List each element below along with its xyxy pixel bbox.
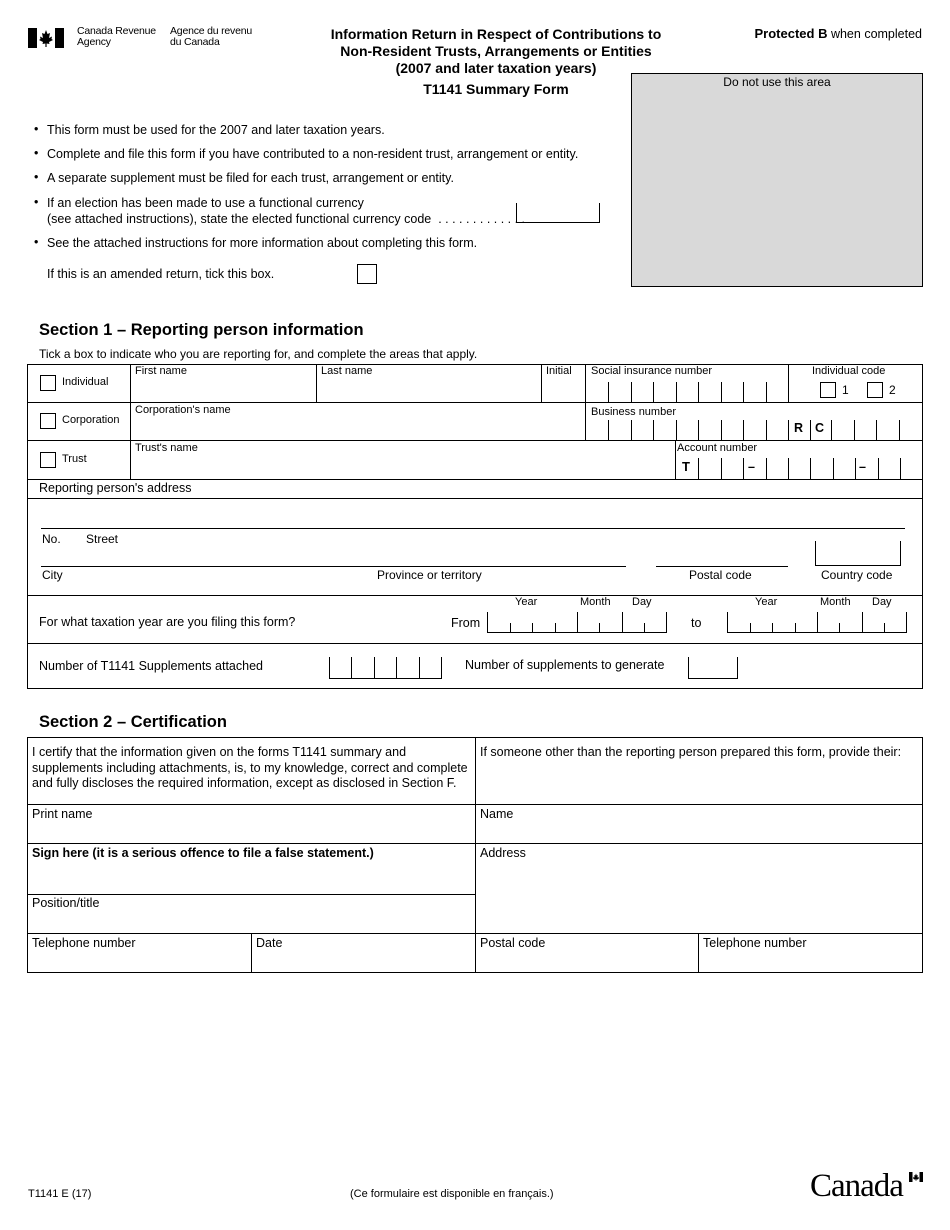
do-not-use-area (631, 73, 923, 287)
functional-currency-line2: (see attached instructions), state the elected functional currency code (47, 212, 432, 226)
corporation-checkbox[interactable] (40, 413, 56, 429)
first-name-label: First name (135, 365, 187, 377)
account-number-field[interactable] (676, 458, 922, 479)
city-province-field[interactable] (41, 544, 626, 567)
amended-checkbox[interactable] (357, 264, 377, 284)
from-year-label: Year (515, 596, 538, 608)
from-label: From (451, 616, 481, 630)
bullet-2: • Complete and file this form if you have contributed to a non-resident trust, arrangement or entity. (34, 146, 578, 162)
title-line2: Non-Resident Trusts, Arrangements or Entities (340, 43, 652, 59)
preparer-telephone-field[interactable] (699, 951, 922, 972)
address-label: Reporting person's address (39, 481, 192, 495)
corp-name-label: Corporation's name (135, 404, 231, 416)
agency-en-line2: Agency (77, 36, 111, 48)
corp-name-field[interactable] (131, 417, 585, 440)
do-not-use-label: Do not use this area (723, 75, 831, 89)
street-label: Street (86, 532, 119, 546)
position-field[interactable] (28, 911, 474, 933)
individual-code-1-checkbox[interactable] (820, 382, 836, 398)
form-subtitle: T1141 Summary Form (423, 81, 569, 97)
date-label: Date (256, 936, 283, 950)
certify-text: I certify that the information given on the forms T1141 summary and supplements including attachments, is, to my knowledge, correct and complete and fully discloses the required information, except as disclosed in Section F. (32, 745, 468, 790)
to-day-label: Day (872, 596, 892, 608)
preparer-address-label: Address (480, 846, 526, 860)
from-month-label: Month (580, 596, 611, 608)
agency-en-line1: Canada Revenue (77, 25, 156, 37)
protected-b-rest: when completed (827, 27, 922, 41)
sign-here-label: Sign here (it is a serious offence to file a false statement.) (32, 846, 374, 860)
acct-dash-1: – (748, 460, 755, 474)
bullet-3: • A separate supplement must be filed for each trust, arrangement or entity. (34, 170, 454, 186)
initial-field[interactable] (542, 378, 585, 402)
section1-intro: Tick a box to indicate who you are reporting for, and complete the areas that apply. (39, 347, 478, 361)
wordmark-flag-icon (909, 1172, 923, 1182)
to-year-label: Year (755, 596, 778, 608)
individual-code-label: Individual code (812, 365, 886, 377)
protected-b-label (700, 26, 922, 41)
no-label: No. (42, 532, 61, 546)
trust-name-label: Trust's name (135, 442, 198, 454)
postal-code-label: Postal code (689, 568, 752, 582)
country-code-label: Country code (821, 568, 893, 582)
functional-currency-input[interactable] (516, 203, 600, 223)
individual-code-2-checkbox[interactable] (867, 382, 883, 398)
print-name-field[interactable] (28, 822, 474, 843)
preparer-telephone-label: Telephone number (703, 936, 807, 950)
government-logo (28, 26, 268, 52)
province-label: Province or territory (377, 568, 482, 582)
signature-field[interactable] (28, 862, 474, 894)
to-label: to (691, 616, 702, 630)
street-field[interactable] (41, 505, 905, 529)
preparer-address-field[interactable] (476, 862, 922, 933)
agency-fr-line2: du Canada (170, 36, 220, 48)
bullet-functional-currency: • If an election has been made to use a functional currency (see attached instructions), state the elected functional currency code . . . . . . . . . . . . . (34, 195, 525, 227)
num-supplements-field[interactable] (329, 657, 442, 679)
individual-code-1-label: 1 (842, 383, 849, 397)
canada-wordmark (810, 1168, 925, 1204)
trust-name-field[interactable] (131, 455, 675, 479)
to-month-label: Month (820, 596, 851, 608)
dot-leader: . . . . . . . . . . . . . (438, 212, 526, 226)
individual-checkbox[interactable] (40, 375, 56, 391)
protected-b-strong: Protected B (754, 26, 828, 41)
preparer-postal-code-label: Postal code (480, 936, 546, 950)
num-generate-label: Number of supplements to generate (465, 658, 665, 672)
form-id: T1141 E (17) (28, 1188, 92, 1200)
last-name-label: Last name (321, 365, 373, 377)
title-line3: (2007 and later taxation years) (395, 60, 597, 76)
section2-title: Section 2 – Certification (39, 713, 227, 731)
business-number-label: Business number (591, 406, 676, 418)
corporation-label: Corporation (62, 414, 120, 426)
canada-wordmark-text: Canada (810, 1168, 903, 1204)
num-supplements-label: Number of T1141 Supplements attached (39, 659, 263, 673)
preparer-name-field[interactable] (476, 822, 922, 843)
sin-field[interactable] (594, 382, 790, 402)
section1-title: Section 1 – Reporting person information (39, 321, 364, 339)
french-note: (Ce formulaire est disponible en français.) (350, 1188, 554, 1200)
from-day-label: Day (632, 596, 652, 608)
last-name-field[interactable] (317, 378, 541, 402)
bullet-4: • See the attached instructions for more information about completing this form. (34, 235, 477, 251)
preparer-name-label: Name (480, 807, 514, 821)
acct-t: T (682, 459, 690, 474)
preparer-intro: If someone other than the reporting person prepared this form, provide their: (480, 745, 902, 759)
amended-label: If this is an amended return, tick this box. (47, 267, 275, 281)
num-generate-field[interactable] (688, 657, 738, 679)
bn-r: R (794, 421, 804, 435)
form-title (290, 26, 702, 77)
position-label: Position/title (32, 896, 100, 910)
bn-c: C (815, 421, 825, 435)
business-number-field[interactable] (586, 420, 922, 440)
initial-label: Initial (546, 365, 572, 377)
print-name-label: Print name (32, 807, 93, 821)
telephone-label: Telephone number (32, 936, 136, 950)
country-code-field[interactable] (815, 541, 901, 566)
date-field[interactable] (252, 951, 474, 972)
canada-flag-icon (28, 28, 64, 48)
bullet-1: • This form must be used for the 2007 and later taxation years. (34, 122, 385, 138)
telephone-field[interactable] (28, 951, 250, 972)
trust-label: Trust (62, 453, 87, 465)
agency-fr-line1: Agence du revenu (170, 25, 253, 37)
first-name-field[interactable] (131, 378, 316, 402)
individual-code-2-label: 2 (889, 383, 896, 397)
individual-label: Individual (62, 376, 109, 388)
taxation-question: For what taxation year are you filing this form? (39, 615, 296, 629)
preparer-postal-code-field[interactable] (476, 951, 697, 972)
sin-label: Social insurance number (591, 365, 713, 377)
acct-dash-2: – (859, 460, 866, 474)
title-line1: Information Return in Respect of Contributions to (330, 26, 662, 42)
account-number-label: Account number (677, 442, 758, 454)
postal-code-field[interactable] (656, 544, 788, 567)
city-label: City (42, 568, 63, 582)
trust-checkbox[interactable] (40, 452, 56, 468)
